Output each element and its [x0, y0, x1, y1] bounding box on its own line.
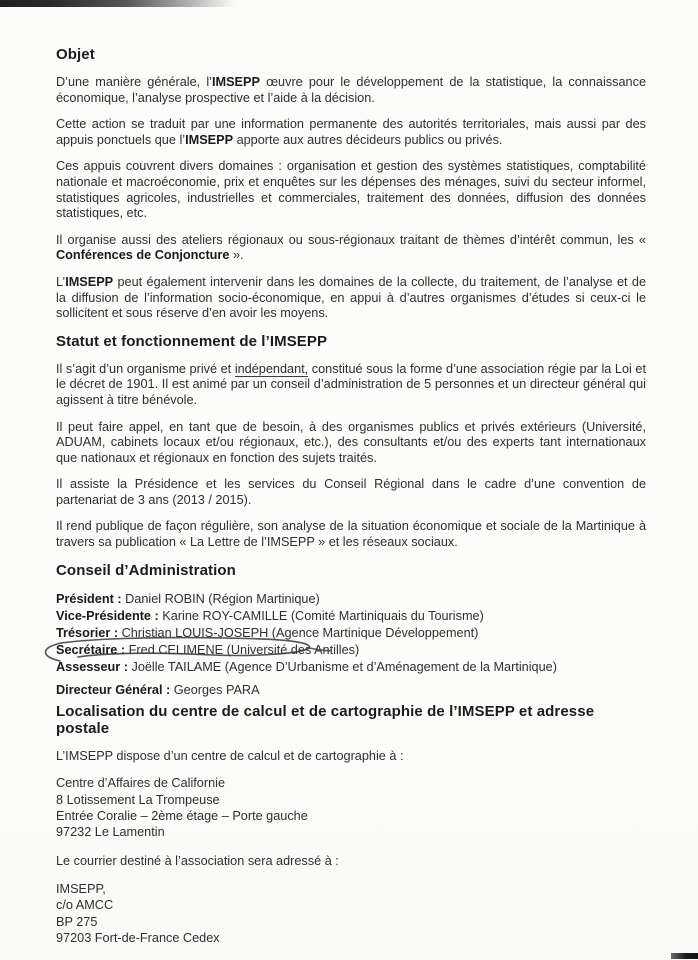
board-member-assesseur: [56, 659, 646, 676]
member-role-label: Président :: [56, 591, 122, 606]
paragraph-objet-4: [56, 233, 646, 264]
member-name: Karine ROY-CAMILLE (Comité Martiniquais du Tourisme): [162, 608, 484, 623]
text-run: apporte aux autres décideurs publics ou privés.: [233, 132, 503, 147]
board-member-tresorier: [56, 625, 646, 642]
text-run: L’: [56, 274, 66, 289]
member-name: Fred CELIMENE (Université des Antilles): [128, 642, 360, 657]
section-heading-localisation: Localisation du centre de calcul et de cartographie de l’IMSEPP et adresse postale: [56, 702, 595, 737]
board-members-list: [56, 591, 646, 699]
address-line: IMSEPP,: [56, 882, 106, 897]
text-run-bold: Conférences de Conjoncture: [56, 248, 230, 263]
member-role-label: Vice-Présidente :: [56, 608, 159, 623]
scan-artifact-bottom-mark: [671, 953, 698, 959]
address-line: 97203 Fort-de-France Cedex: [56, 930, 220, 945]
member-name: Joëlle TAILAME (Agence D’Urbanisme et d’Aménagement de la Martinique): [131, 659, 557, 674]
member-name: Christian LOUIS-JOSEPH (Agence Martinique Développement): [121, 625, 479, 640]
member-role-label: Assesseur :: [56, 659, 128, 674]
text-run: Ces appuis couvrent divers domaines : organisation et gestion des systèmes statistiques, comptabilité nationale et macroéconomie, prix et enquêtes sur les dépenses des ménages, suivi du secteur informel, statistiques agricoles, industrielles et commerciales, traitement des données, diffusion des données statistiques, etc.: [56, 159, 646, 221]
text-run: L’IMSEPP dispose d’un centre de calcul et de cartographie à :: [56, 748, 404, 763]
board-member-secretaire: [56, 642, 646, 659]
document-content: [56, 46, 646, 958]
text-run: Le courrier destiné à l’association sera adressé à :: [56, 854, 339, 869]
paragraph-objet-1: [56, 75, 646, 106]
address-line: 8 Lotissement La Trompeuse: [56, 792, 220, 807]
paragraph-objet-3: [56, 159, 646, 221]
member-role-label: Secrétaire :: [56, 642, 126, 657]
text-run: ».: [229, 248, 244, 263]
address-line: BP 275: [56, 914, 98, 929]
paragraph-localisation-intro: [56, 749, 646, 765]
board-member-president: [56, 591, 646, 608]
text-run: Il s’agit d’un organisme privé et: [56, 361, 235, 376]
section-heading-conseil: Conseil d’Administration: [56, 561, 236, 579]
text-run: Il peut faire appel, en tant que de besoin, à des organismes publics et privés extérieurs (Université, ADUAM, cabinets locaux et/ou régionaux, etc.), des consultants et/ou des experts tant internationaux que nationaux et régionaux en fonction des sujets traités.: [56, 419, 646, 465]
address-postal-block: [56, 881, 646, 946]
member-name: Daniel ROBIN (Région Martinique): [125, 591, 320, 606]
section-heading-statut: Statut et fonctionnement de l’IMSEPP: [56, 332, 328, 350]
member-role-label: Trésorier :: [56, 625, 119, 640]
paragraph-statut-1: [56, 362, 646, 409]
member-name: Georges PARA: [173, 682, 260, 697]
text-run: Il organise aussi des ateliers régionaux ou sous-régionaux traitant de thèmes d’intérêt commun, les «: [56, 232, 646, 247]
address-line: c/o AMCC: [56, 898, 114, 913]
member-role-label: Directeur Général :: [56, 682, 171, 697]
paragraph-statut-4: [56, 519, 646, 550]
text-run: œuvre pour le développement de la statistique, la connaissance économique, l’analyse prospective et l’aide à la décision.: [56, 75, 646, 105]
pen-underline-annotation: indépendant,: [234, 361, 309, 376]
section-heading-objet: Objet: [56, 46, 95, 63]
text-run: Il assiste la Présidence et les services du Conseil Régional dans le cadre d’une convention de partenariat de 3 ans (2013 / 2015).: [56, 477, 646, 507]
scan-artifact-top-strip: [0, 0, 242, 7]
board-member-vice-presidente: [56, 608, 646, 625]
board-member-directeur-general: [56, 682, 646, 699]
text-run-bold: IMSEPP: [211, 75, 260, 89]
paragraph-objet-5: [56, 275, 646, 322]
text-run: Il rend publique de façon régulière, son analyse de la situation économique et sociale de la Martinique à travers sa publication « La Lettre de l’IMSEPP » et les réseaux sociaux.: [56, 519, 646, 550]
text-run: Cette action se traduit par une information permanente des autorités territoriales, mais aussi par des appuis ponctuels que l’: [56, 117, 646, 147]
text-run: constitué sous la forme d’une association régie par la Loi et le décret de 1901. Il est animé par un conseil d’administration de 5 personnes et un directeur général qui agissent à titre bénévole.: [56, 361, 647, 407]
address-center-block: [56, 775, 646, 840]
paragraph-objet-2: [56, 117, 646, 148]
text-run: D’une manière générale, l’: [56, 75, 212, 89]
text-run-bold: IMSEPP: [185, 132, 234, 147]
address-line: Entrée Coralie – 2ème étage – Porte gauche: [56, 808, 308, 823]
text-run-bold: IMSEPP: [65, 274, 114, 289]
address-line: Centre d’Affaires de Californie: [56, 776, 226, 791]
paragraph-statut-3: [56, 477, 646, 508]
paragraph-mail-intro: [56, 854, 646, 870]
paragraph-statut-2: [56, 420, 646, 467]
text-run: peut également intervenir dans les domaines de la collecte, du traitement, de l’analyse et de la diffusion de l’information socio-économique, en appui à d’autres organismes d’études si ceux-ci le sollicitent et sous réserve d’en avoir les moyens.: [56, 274, 646, 321]
address-line: 97232 Le Lamentin: [56, 825, 165, 840]
